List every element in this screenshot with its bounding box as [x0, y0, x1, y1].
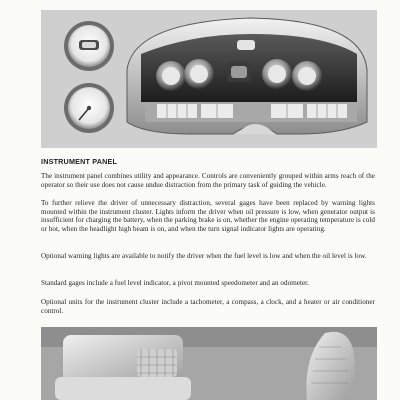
paragraph-optional-units: Optional units for the instrument cluster include a tachometer, a compass, a clock, and a heater or air conditioner control. — [41, 298, 375, 315]
instrument-panel-photo — [41, 10, 377, 148]
left-lower-gauge — [64, 83, 114, 133]
paragraph-utility: The instrument panel combines utility and appearance. Controls are conveniently grouped within arms reach of the operator so their use does not cause undue distraction from the primary task of guiding the vehicle. — [41, 172, 375, 189]
paragraph-optional-lights: Optional warning lights are available to notify the driver when the fuel level is low and when the oil level is low. — [41, 252, 367, 260]
paragraph-standard-gages: Standard gages include a fuel level indicator, a pivot mounted speedometer and an odometer. — [41, 279, 310, 287]
left-upper-gauge — [64, 21, 114, 71]
paragraph-warning-lights: To further relieve the driver of unnecessary distraction, several gages have been replaced by warning lights mounted within the instrument cluster. Lights inform the driver when oil pressure is low, when generator output is insufficient for charging the battery, when the parking brake is on, whether the engine operating temperature is cold or hot, when the headlight high beam is on, and when the turn signal indicator lights are operating. — [41, 199, 375, 233]
bench-seat — [55, 335, 191, 400]
section-heading: INSTRUMENT PANEL — [41, 157, 118, 166]
seat-photo — [41, 327, 377, 400]
